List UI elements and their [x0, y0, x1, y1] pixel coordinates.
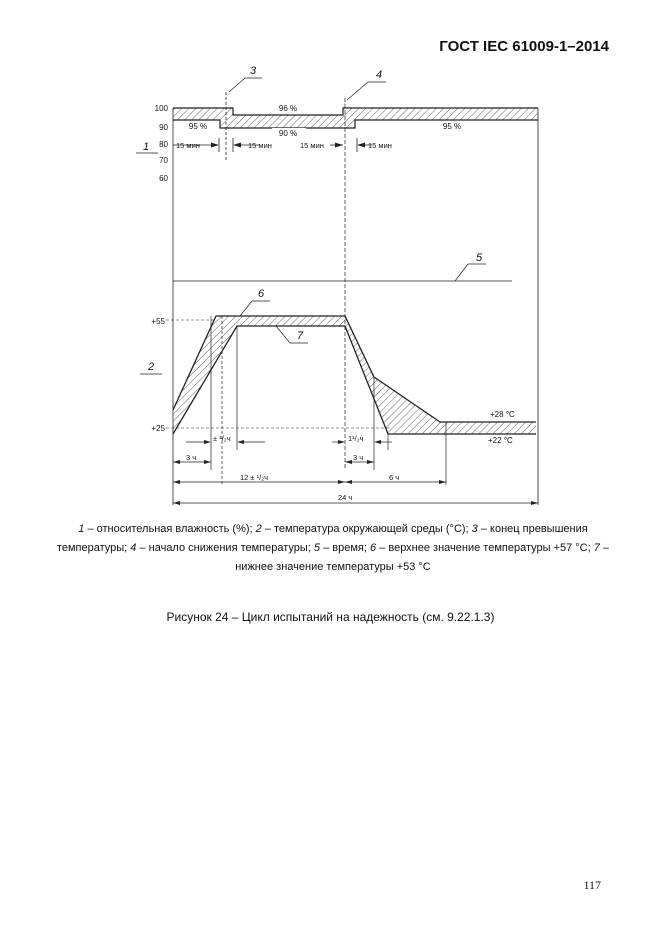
- interval-15-d: 15 мин: [368, 141, 392, 150]
- callout-3: 3: [250, 65, 257, 77]
- tick-55: +55: [151, 317, 165, 326]
- legend-num-3: 3: [471, 523, 478, 535]
- humidity-96: 96 %: [278, 104, 298, 113]
- arrowhead: [204, 440, 211, 444]
- legend-text-3: – конец превышения температуры;: [56, 523, 588, 554]
- callout-4: 4: [376, 69, 383, 81]
- legend-num-1: 1: [78, 523, 85, 535]
- arrowhead: [345, 480, 352, 484]
- interval-15-c: 15 мин: [300, 141, 324, 150]
- arrowhead: [345, 460, 352, 464]
- humidity-band: [173, 103, 538, 505]
- arrowhead: [338, 480, 345, 484]
- temperature-band: [173, 316, 536, 445]
- arrowhead: [204, 460, 211, 464]
- arrowhead: [374, 440, 381, 444]
- tick-80: 80: [159, 140, 168, 149]
- arrowhead: [173, 480, 180, 484]
- figure-caption: Рисунок 24 – Цикл испытаний на надежность (см. 9.22.1.3): [166, 610, 495, 624]
- humidity-axis: [155, 104, 173, 505]
- arrowhead: [173, 501, 180, 505]
- legend-text-4: – начало снижения температуры;: [136, 542, 314, 554]
- humidity-90: 90 %: [278, 129, 298, 138]
- document-header: ГОСТ IEC 61009-1–2014: [439, 38, 609, 55]
- callout-2: 2: [148, 361, 155, 373]
- arrowhead: [338, 440, 345, 444]
- page-number: 117: [583, 878, 601, 892]
- time-half-left: ± ¹/₂ч: [213, 434, 231, 443]
- interval-arrows: [173, 138, 392, 152]
- arrowhead: [211, 143, 219, 148]
- tick-100: 100: [154, 104, 168, 113]
- legend-text-1: – относительная влажность (%);: [84, 523, 256, 535]
- arrowhead: [173, 460, 180, 464]
- tick-90: 90: [159, 123, 168, 132]
- callout-4-leader: [347, 82, 368, 100]
- interval-15-b: 15 мин: [248, 141, 272, 150]
- callout-6-leader: [240, 301, 252, 316]
- temp-22: +22 °C: [488, 436, 513, 445]
- interval-15-a: 15 мин: [176, 141, 200, 150]
- tick-25: +25: [151, 424, 165, 433]
- temp-28: +28 °C: [490, 410, 515, 419]
- time-24h: 24 ч: [338, 493, 353, 502]
- arrowhead: [335, 143, 343, 148]
- humidity-95-left: 95 %: [188, 122, 208, 131]
- callout-5-leader: [455, 264, 468, 281]
- arrowhead: [357, 143, 365, 148]
- time-3h-left: 3 ч: [186, 453, 197, 462]
- callout-3-leader: [229, 78, 245, 92]
- arrowhead: [367, 460, 374, 464]
- callout-7-leader: [276, 326, 290, 343]
- tick-60: 60: [159, 174, 168, 183]
- legend-text-7: – нижнее значение температуры +53 °C: [235, 542, 610, 573]
- legend-num-5: 5: [313, 542, 321, 554]
- time-12h: 12 ± ¹/₂ч: [240, 473, 269, 482]
- callout-5: 5: [476, 252, 483, 264]
- arrowhead: [233, 143, 241, 148]
- callout-7: 7: [297, 330, 304, 342]
- tick-70: 70: [159, 156, 168, 165]
- callout-6: 6: [258, 288, 265, 300]
- legend-text-6: – верхнее значение температуры +57 °C;: [376, 542, 594, 554]
- figure-legend: [52, 520, 614, 577]
- legend-num-4: 4: [130, 542, 137, 554]
- legend-text-5: – время;: [320, 542, 370, 554]
- legend-num-7: 7: [593, 542, 600, 554]
- arrowhead: [237, 440, 244, 444]
- time-3h-right: 3 ч: [353, 453, 364, 462]
- time-half-right: 1¹/₂ч: [348, 434, 364, 443]
- legend-num-6: 6: [370, 542, 377, 554]
- arrowhead: [439, 480, 446, 484]
- temperature-hatch: [173, 316, 536, 434]
- legend-text-2: – температура окружающей среды (°C);: [261, 523, 472, 535]
- humidity-95-right: 95 %: [442, 122, 462, 131]
- legend-num-2: 2: [255, 523, 262, 535]
- arrowhead: [531, 501, 538, 505]
- callout-1: 1: [143, 141, 150, 153]
- time-6h: 6 ч: [389, 473, 400, 482]
